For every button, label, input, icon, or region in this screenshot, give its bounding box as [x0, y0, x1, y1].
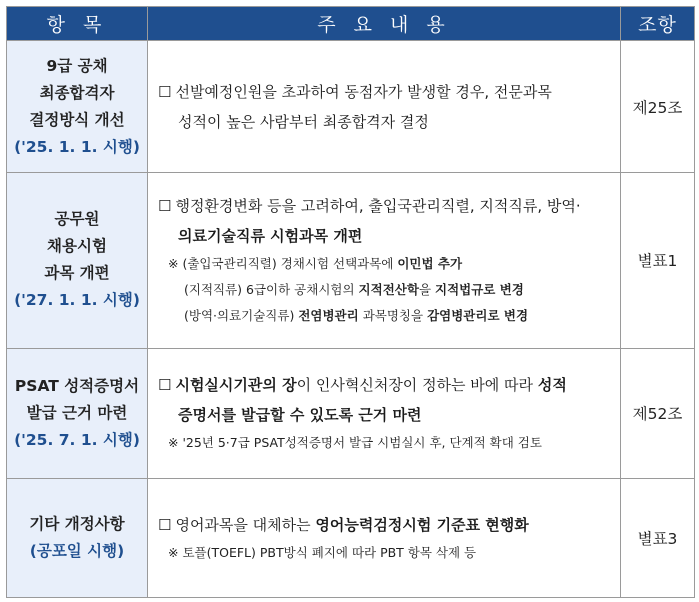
table-row	[7, 348, 695, 478]
effective-date: ('27. 1. 1. 시행)	[14, 291, 140, 310]
content-cell	[148, 348, 621, 478]
effective-date: ('25. 7. 1. 시행)	[14, 430, 140, 449]
effective-date: (공포일 시행)	[29, 541, 125, 560]
checkbox-bullet-icon: ☐	[158, 197, 172, 216]
note-mark: ※	[168, 435, 179, 451]
article-cell: 제52조	[621, 348, 695, 478]
item-line: 발급 근거 마련	[26, 403, 128, 422]
table-row	[7, 173, 695, 348]
content-cell	[148, 478, 621, 597]
main-text: ☐ 영어과목을 대체하는 영어능력검정시험 기준표 현행화	[158, 515, 529, 534]
note-line: ※ '25년 5·7급 PSAT성적증명서 발급 시범실시 후, 단계적 확대 검토	[168, 435, 542, 451]
item-cell	[7, 348, 148, 478]
main-text: ☐ 선발예정인원을 초과하여 동점자가 발생할 경우, 전문과목 성적이 높은 사람부터 최종합격자 결정	[158, 82, 552, 131]
content-cell	[148, 173, 621, 348]
note-block	[158, 430, 612, 456]
item-line: 과목 개편	[44, 264, 110, 283]
note-line: (방역·의료기술직류) 전염병관리 과목명칭을 감염병관리로 변경	[184, 308, 529, 324]
note-line: (지적직류) 6급이하 공채시험의 지적전산학을 지적법규로 변경	[184, 282, 524, 298]
item-line: 기타 개정사항	[29, 514, 125, 533]
header-item: 항 목	[7, 7, 148, 41]
item-line: 채용시험	[47, 237, 107, 256]
checkbox-bullet-icon: ☐	[158, 376, 172, 395]
item-cell	[7, 173, 148, 348]
header-content: 주 요 내 용	[148, 7, 621, 41]
header-article: 조항	[621, 7, 695, 41]
header-row	[7, 7, 695, 41]
note-mark: ※	[168, 544, 179, 560]
note-line: ※ 토플(TOEFL) PBT방식 폐지에 따라 PBT 항목 삭제 등	[168, 544, 477, 560]
item-line: 9급 공채	[46, 56, 108, 75]
checkbox-bullet-icon: ☐	[158, 515, 172, 534]
checkbox-bullet-icon: ☐	[158, 82, 172, 101]
note-block	[158, 540, 612, 566]
item-line: PSAT 성적증명서	[14, 376, 140, 395]
note-block	[158, 251, 612, 329]
effective-date: ('25. 1. 1. 시행)	[14, 137, 140, 156]
table-row	[7, 41, 695, 173]
content-cell	[148, 41, 621, 173]
note-mark: ※	[168, 256, 179, 272]
main-text: ☐ 행정환경변화 등을 고려하여, 출입국관리직렬, 지적직류, 방역· 의료기술직류 시험과목 개편	[158, 197, 581, 246]
note-line: ※ (출입국관리직렬) 경채시험 선택과목에 이민법 추가	[168, 256, 463, 272]
item-line: 결정방식 개선	[29, 110, 125, 129]
article-cell: 별표1	[621, 173, 695, 348]
item-line: 공무원	[54, 210, 100, 229]
item-cell	[7, 41, 148, 173]
main-text: ☐ 시험실시기관의 장이 인사혁신처장이 정하는 바에 따라 성적 증명서를 발급할 수 있도록 근거 마련	[158, 376, 567, 425]
item-line: 최종합격자	[39, 83, 115, 102]
table-row	[7, 478, 695, 597]
article-cell: 별표3	[621, 478, 695, 597]
article-cell: 제25조	[621, 41, 695, 173]
item-cell	[7, 478, 148, 597]
reform-summary-table	[6, 6, 695, 598]
